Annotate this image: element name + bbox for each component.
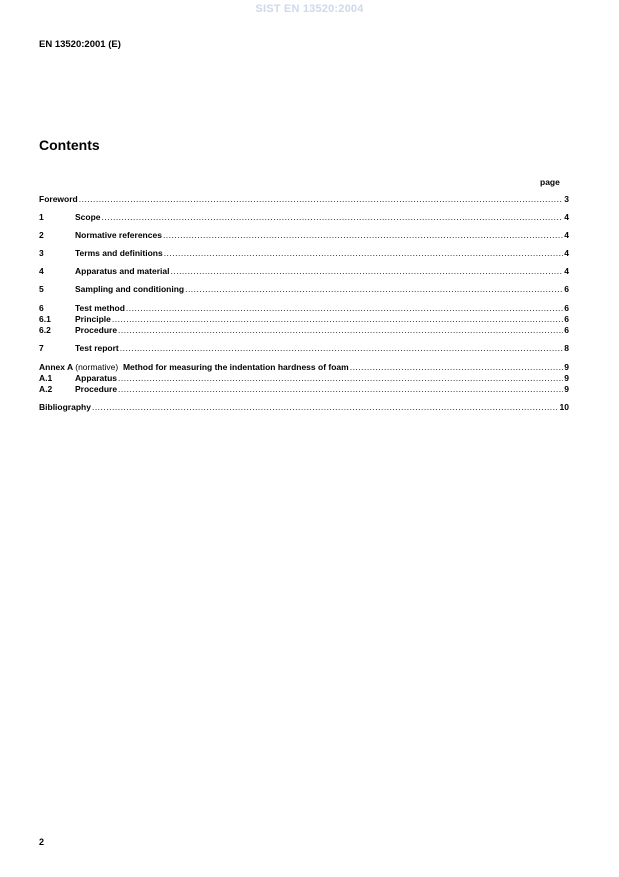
toc-entry-page: 3 [564, 194, 569, 204]
toc-entry-page: 9 [564, 384, 569, 394]
toc-entry-annex-a[interactable] [39, 362, 569, 373]
toc-leader [350, 362, 564, 373]
toc-entry-title [39, 362, 349, 373]
toc-leader [163, 230, 563, 241]
toc-entry-number: 6 [39, 303, 44, 313]
toc-entry-number: A.1 [39, 373, 53, 383]
toc-entry-bibliography[interactable] [39, 402, 569, 413]
annex-note: (normative) [75, 362, 119, 372]
toc-entry-title: Test report [75, 343, 119, 353]
watermark: SIST EN 13520:2004 [255, 3, 364, 15]
toc-entry-page: 4 [564, 212, 569, 222]
toc-leader [118, 325, 563, 336]
toc-entry-normative-references[interactable] [39, 230, 569, 241]
toc-entry-foreword[interactable] [39, 194, 569, 205]
toc-entry-annex-apparatus[interactable] [39, 373, 569, 384]
toc-entry-number: 6.1 [39, 314, 51, 324]
annex-label: Annex A [39, 362, 73, 372]
toc-entry-title: Test method [75, 303, 125, 313]
toc-leader [112, 314, 563, 325]
toc-entry-page: 6 [564, 284, 569, 294]
toc-entry-page: 9 [564, 373, 569, 383]
toc-entry-title: Apparatus [75, 373, 118, 383]
toc-entry-number: 6.2 [39, 325, 51, 335]
toc-entry-number: 5 [39, 284, 44, 294]
toc-entry-title: Normative references [75, 230, 162, 240]
toc-entry-sampling-and-conditioning[interactable] [39, 284, 569, 295]
toc-leader [164, 248, 564, 259]
toc-entry-title: Apparatus and material [75, 266, 170, 276]
toc-entry-test-report[interactable] [39, 343, 569, 354]
toc-leader [120, 343, 563, 354]
toc-entry-page: 4 [564, 230, 569, 240]
toc-entry-title: Sampling and conditioning [75, 284, 185, 294]
toc-entry-number: 4 [39, 266, 44, 276]
toc-entry-terms-and-definitions[interactable] [39, 248, 569, 259]
toc-entry-page: 4 [564, 248, 569, 258]
toc-entry-principle[interactable] [39, 314, 569, 325]
toc-leader [118, 384, 563, 395]
toc-entry-title: Procedure [75, 384, 118, 394]
toc-entry-page: 4 [564, 266, 569, 276]
toc-entry-title: Bibliography [39, 402, 91, 412]
toc-leader [79, 194, 564, 205]
toc-entry-page: 6 [564, 325, 569, 335]
toc-entry-page: 9 [564, 362, 569, 372]
toc-entry-title: Terms and definitions [75, 248, 163, 258]
toc-leader [102, 212, 564, 223]
toc-entry-test-method[interactable] [39, 303, 569, 314]
toc-leader [118, 373, 563, 384]
toc-leader [170, 266, 563, 277]
toc-entry-page: 10 [559, 402, 569, 412]
page-number: 2 [39, 837, 45, 847]
toc-entry-page: 6 [564, 314, 569, 324]
annex-title: Method for measuring the indentation hardness of foam [122, 362, 349, 372]
toc-entry-title: Principle [75, 314, 111, 324]
toc-entry-title: Scope [75, 212, 101, 222]
toc-entry-number: 3 [39, 248, 44, 258]
toc-entry-page: 8 [564, 343, 569, 353]
document-id: EN 13520:2001 (E) [39, 39, 121, 50]
toc-leader [185, 284, 563, 295]
toc-entry-scope[interactable] [39, 212, 569, 223]
toc-entry-annex-procedure[interactable] [39, 384, 569, 395]
toc-entry-number: 2 [39, 230, 44, 240]
toc-entry-number: 1 [39, 212, 44, 222]
page-column-label: page [540, 177, 560, 187]
toc-leader [126, 303, 563, 314]
toc-entry-number: A.2 [39, 384, 53, 394]
toc-entry-title: Foreword [39, 194, 78, 204]
toc-entry-procedure[interactable] [39, 325, 569, 336]
page-title: Contents [39, 137, 100, 153]
toc-leader [92, 402, 559, 413]
toc-entry-number: 7 [39, 343, 44, 353]
toc-entry-title: Procedure [75, 325, 118, 335]
toc-entry-apparatus-and-material[interactable] [39, 266, 569, 277]
toc-entry-page: 6 [564, 303, 569, 313]
